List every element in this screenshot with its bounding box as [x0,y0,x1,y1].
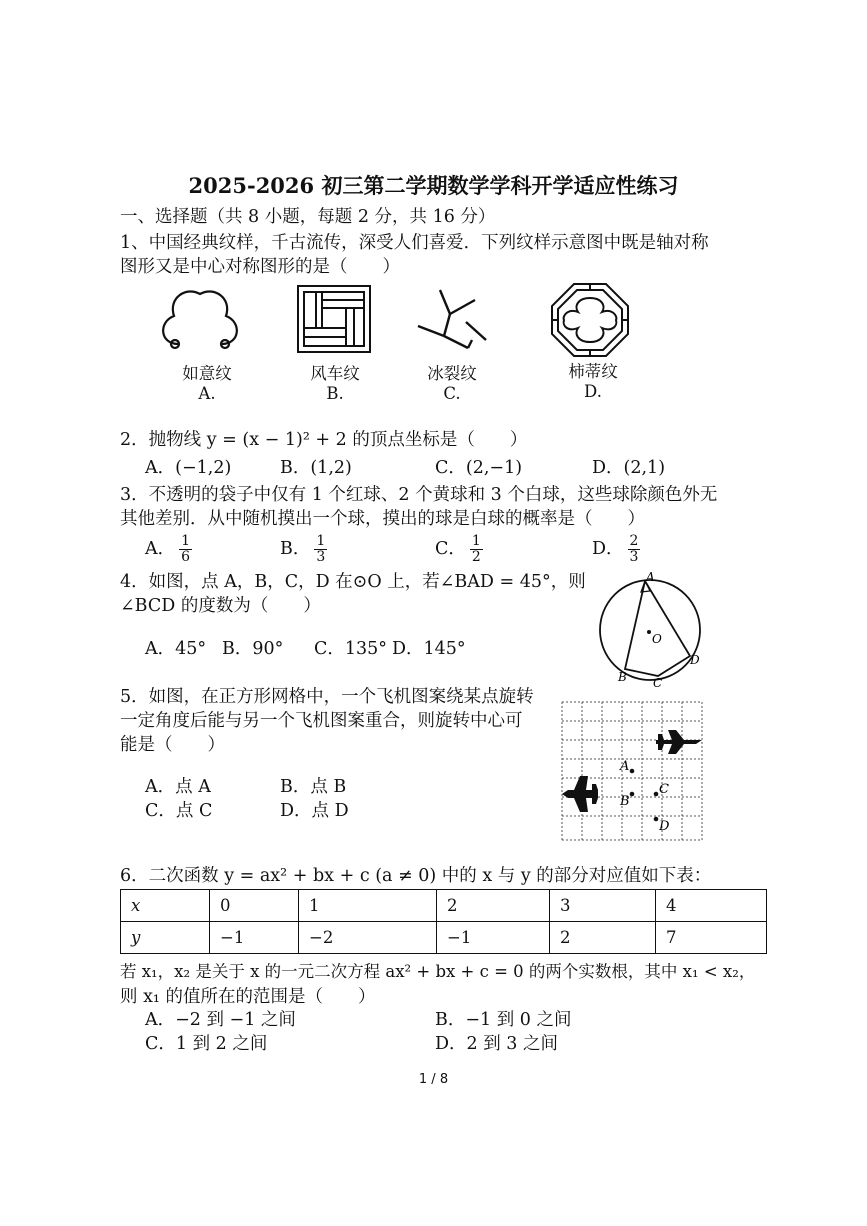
q5-stem-line3: 能是（ ） [120,735,225,755]
q6-option-c: C．1 到 2 之间 [145,1034,268,1054]
q4-circle-figure [595,570,715,688]
table-cell: y [121,922,210,954]
q3-option-c: C． $\frac{1}{2}$ [435,533,481,565]
table-cell: −2 [299,922,437,954]
point-a [630,769,635,774]
label-c: C [659,782,669,797]
q2-option-d: D．(2,1) [592,458,666,478]
table-cell: 7 [656,922,767,954]
q3-stem-line2: 其他差别．从中随机摸出一个球，摸出的球是白球的概率是（ ） [120,509,645,529]
circle-o [600,580,700,680]
q6-option-b: B．−1 到 0 之间 [435,1010,572,1030]
q3-stem-line1: 3．不透明的袋子中仅有 1 个红球、2 个黄球和 3 个白球，这些球除颜色外无 [120,485,718,505]
table-cell: 2 [550,922,656,954]
table-cell: 3 [550,890,656,922]
label-o: O [652,632,662,646]
q1-stem-line2: 图形又是中心对称图形的是（ ） [120,257,400,277]
q4-stem-line2: ∠BCD 的度数为（ ） [120,596,321,616]
q1-figure-c-name: 冰裂纹 [427,364,477,383]
point-c [654,792,659,797]
q4-stem-line1: 4．如图，点 A，B，C，D 在⊙O 上，若∠BAD = 45°，则 [120,572,586,592]
q1-option-a: A. [198,384,216,403]
q6-value-table [120,889,767,954]
table-cell: 4 [656,890,767,922]
q6-option-a: A．−2 到 −1 之间 [145,1010,296,1030]
q6-question-line: 则 x₁ 的值所在的范围是（ ） [120,987,376,1007]
q5-stem-line2: 一定角度后能与另一个飞机图案重合，则旋转中心可 [120,711,523,731]
label-a: A [620,759,630,774]
q6-stem: 6．二次函数 y = ax² + bx + c (a ≠ 0) 中的 x 与 y 的部分对应值如下表： [120,866,712,886]
q1-option-b: B. [326,384,344,403]
page-number: 1 / 8 [418,1072,449,1087]
q5-option-d: D．点 D [280,801,349,821]
ice-crack-pattern-icon [418,290,486,348]
persimmon-calyx-pattern-icon [552,284,628,356]
page-title: 2025-2026 初三第二学期数学学科开学适应性练习 [188,173,679,198]
ruyi-pattern-icon [163,291,237,348]
table-cell: x [121,890,210,922]
q1-figure-a-name: 如意纹 [182,364,232,383]
windmill-pattern-icon [298,286,370,352]
q6-condition-line: 若 x₁，x₂ 是关于 x 的一元二次方程 ax² + bx + c = 0 的两个实数根，其中 x₁ < x₂， [120,962,756,981]
q4-option-b: B．90° [222,639,284,659]
q2-option-a: A．(−1,2) [145,458,232,478]
q1-figure-b-name: 风车纹 [310,364,360,383]
q6-option-d: D．2 到 3 之间 [435,1034,558,1054]
label-c: C [653,676,663,688]
table-row [121,922,767,954]
label-d: D [659,819,670,834]
q3-option-d: D． $\frac{2}{3}$ [592,533,639,565]
table-cell: −1 [210,922,299,954]
table-cell: 1 [299,890,437,922]
q2-stem: 2．抛物线 y = (x − 1)² + 2 的顶点坐标是（ ） [120,430,528,450]
quadrilateral-abcd [625,581,690,676]
point-d [654,817,659,822]
airplane-icon [562,776,598,812]
section-heading: 一、选择题（共 8 小题，每题 2 分，共 16 分） [120,207,496,227]
q1-stem-line1: 1、中国经典纹样，千古流传，深受人们喜爱．下列纹样示意图中既是轴对称 [120,233,709,253]
table-cell: 2 [437,890,550,922]
table-cell: −1 [437,922,550,954]
q2-option-c: C．(2,−1) [435,458,523,478]
q5-option-b: B．点 B [280,777,347,797]
q3-option-a: A． $\frac{1}{6}$ [145,533,191,565]
airplane-icon [656,730,702,754]
q5-option-c: C．点 C [145,801,213,821]
label-b: B [620,794,630,809]
q2-option-b: B．(1,2) [280,458,352,478]
q4-option-d: D．145° [392,639,466,659]
q1-option-c: C. [443,384,461,403]
point-b [630,792,635,797]
label-a: A [646,570,655,584]
q5-stem-line1: 5．如图，在正方形网格中，一个飞机图案绕某点旋转 [120,687,534,707]
table-cell: 0 [210,890,299,922]
label-d: D [690,653,700,667]
q5-option-a: A．点 A [145,777,211,797]
q1-option-d: D. [584,382,602,401]
table-row [121,890,767,922]
center-point [647,630,651,634]
q3-option-b: B． $\frac{1}{3}$ [280,533,326,565]
q1-figures [150,282,650,362]
label-b: B [618,670,627,684]
q1-figure-d-name: 柿蒂纹 [568,362,618,381]
q5-grid-figure [560,700,706,845]
q4-option-a: A．45° [145,639,207,659]
q4-option-c: C．135° [314,639,388,659]
